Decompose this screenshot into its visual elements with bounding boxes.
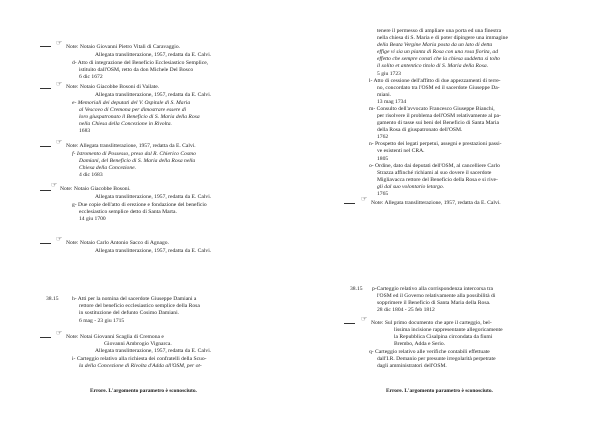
entry-line: Damiani, del Beneficio di S. Maria della Rosa nella — [79, 158, 196, 164]
note-line: Allegata translitterazione, 1957, redatta da E. Calvi. — [95, 348, 212, 354]
note-line: Note: Notaio Carlo Antonio Sacco di Agnago. — [66, 240, 170, 246]
entry-line: tenere il permesso di ampliare una porta ed una finestra — [377, 28, 502, 34]
entry-line: i- Carteggio relativo alla richiesta dei confratelli della Scuo- — [72, 356, 207, 362]
entry-dash — [40, 46, 51, 47]
entry-line: della Rosa di giuspatronato dell'OSM. — [377, 127, 463, 133]
entry-dash — [344, 323, 355, 324]
entry-date: 5 giu 1723 — [377, 71, 401, 77]
entry-line: istituito dall'OSM, retto da don Michele Del Bosco — [79, 67, 194, 73]
note-line: Note: Sul primo documento che apre il carteggio, bel- — [371, 320, 492, 326]
entry-line: sopprimere il Beneficio di Santa Maria della Rosa. — [377, 300, 491, 306]
entry-line: q- Carteggio relativo alle verifiche contabili effettuate — [369, 349, 490, 355]
entry-line: il solito et antentico titolo di S. Maria della Rosa. — [377, 63, 489, 69]
note-line: Brembo, Adda e Serio. — [394, 341, 446, 347]
note-line: Note: Notaio Giacobbe Bosoni. — [60, 186, 131, 192]
entry-line: o- Ordine, dato dai deputati dell'OSM, al cancelliere Carlo — [369, 163, 500, 169]
note-line: Note: Notai Giovanni Scaglia di Cremona e — [66, 334, 164, 340]
note-pointer-icon: ☞ — [56, 235, 63, 243]
note-line: Note: Notaio Giacobbe Bosoni di Vailate. — [66, 84, 160, 90]
note-line: Note: Allegata translitterazione, 1957, redatta da E. Calvi. — [66, 143, 196, 149]
note-line: Allegata translitterazione, 1957, redatta da E. Calvi. — [95, 248, 212, 254]
note-line: Allegata translitterazione, 1957, redatta da E. Calvi. — [95, 52, 212, 58]
shelf-number: 38.15 — [350, 286, 363, 292]
entry-line: loro giuspatronato il Beneficio di S. Maria della Rosa — [79, 114, 200, 120]
entry-line: m- Consulto dell'avvocato Francesco Giuseppe Bianchi, — [369, 106, 495, 112]
entry-line: n- Prospetto dei legati perpetui, assegni e prestazioni passi- — [369, 141, 502, 147]
note-pointer-icon: ☞ — [56, 80, 63, 88]
entry-dash — [40, 88, 51, 89]
entry-dash — [40, 146, 51, 147]
entry-line: dagli amministratori dell'OSM. — [377, 363, 447, 369]
note-line: Note: Allegata translitterazione, 1957, redatta da E. Calvi. — [371, 200, 501, 206]
note-pointer-icon: ☞ — [51, 181, 58, 189]
entry-date: 1805 — [377, 156, 389, 162]
entry-line: gamento di tasse sui beni del Beneficio di Santa Maria — [377, 120, 499, 126]
note-pointer-icon: ☞ — [361, 195, 368, 203]
entry-line: nella Chiesa della Concezione in Rivolta. — [79, 121, 172, 127]
entry-line: Migliavacca rettore del Beneficio della Rosa e si rive- — [377, 177, 498, 183]
note-pointer-icon: ☞ — [56, 138, 63, 146]
shelf-number: 38.15 — [46, 296, 59, 302]
entry-line: h- Atti per la nomina del sacerdote Giuseppe Damiani a — [72, 296, 197, 302]
note-line: Note: Notaio Giovanni Pietro Vitali di Caravaggio. — [66, 44, 181, 50]
entry-line: dall'I.R. Demanio per presunte irregolarità perpetrate — [377, 356, 496, 362]
entry-line: al Vescovo di Cremona per dimostrare essere di — [79, 107, 187, 113]
entry-date: 6 mag - 23 giu 1715 — [79, 318, 125, 324]
entry-line: rettore del beneficio ecclesiastico semplice della Rosa — [79, 303, 200, 309]
entry-line: no, concordato tra l'OSM ed il sacerdote Giuseppe Da- — [377, 85, 500, 91]
entry-date: 6 dic 1672 — [79, 74, 103, 80]
note-line: Allegata translitterazione, 1957, redatta da E. Calvi. — [95, 194, 212, 200]
entry-date: 1765 — [377, 191, 389, 197]
entry-line: per risolvere il problema dell'OSM relativamente al pa- — [377, 113, 501, 119]
entry-line: ecclesiastico semplice detto di Santa Marta. — [79, 209, 177, 215]
entry-line: l- Atto di cessione dell'affitto di due appezzamenti di terre- — [369, 78, 501, 84]
entry-date: 28 dic 1804 - 25 feb 1812 — [377, 307, 435, 313]
note-line: Allegata translitterazione, 1957, redatta da E. Calvi. — [95, 92, 212, 98]
entry-date: 1762 — [377, 134, 389, 140]
entry-line: la della Concezione di Rivolta d'Adda all'OSM, per ot- — [79, 363, 202, 369]
entry-line: l'OSM ed il Governo relativamente alla possibilità di — [377, 293, 496, 299]
entry-line: d- Atto di integrazione del Beneficio Ecclesiastico Semplice, — [72, 60, 209, 66]
right-page — [300, 0, 600, 424]
entry-dash — [40, 190, 51, 191]
note-pointer-icon: ☞ — [56, 39, 63, 47]
note-line: lissima incisione rappresentante allegoricamente — [394, 327, 503, 333]
entry-line: effetto che sempre consti che la chiesa suddetta si tolto — [377, 56, 500, 62]
entry-date: 1683 — [79, 128, 91, 134]
page-footer: Errore. L'argomento parametro è sconosciuto. — [386, 388, 493, 394]
entry-line: Chiesa della Concezione. — [79, 165, 137, 171]
entry-line: p-Carteggio relativo alla corrispondenza intercorsa tra — [372, 286, 493, 292]
entry-line: miani. — [377, 92, 392, 98]
entry-line: gli dal suo volontario letargo. — [377, 184, 445, 190]
entry-line: e- Memoriali dei deputati del V. Ospitale di S. Maria — [72, 100, 191, 106]
entry-line: della Beata Vergine Maria posta da un lato di detta — [377, 42, 493, 48]
entry-line: f- Istromento di Possesso, preso dal R. Chierico Cosmo — [72, 151, 196, 157]
note-pointer-icon: ☞ — [56, 329, 63, 337]
note-pointer-icon: ☞ — [361, 315, 368, 323]
entry-line: effige vi sia un pianta di Rosa con una rosa fiorita, ad — [377, 49, 498, 55]
entry-line: g- Due copie dell'atto di erezione e fondazione del beneficio — [72, 202, 207, 208]
entry-date: 4 dic 1683 — [79, 172, 103, 178]
entry-line: in sostituzione del defunto Cosimo Damiani. — [79, 310, 180, 316]
entry-dash — [40, 243, 51, 244]
note-line: Giovanni Ambrogio Vignarca. — [104, 341, 172, 347]
entry-dash — [40, 337, 51, 338]
entry-line: ve esistenti nel CRA. — [377, 148, 425, 154]
entry-date: 14 giu 1700 — [79, 216, 106, 222]
page-footer: Errore. L'argomento parametro è sconosciuto. — [90, 388, 197, 394]
entry-line: nella chiesa di S. Maria e di poter dipingere una immagine — [377, 35, 508, 41]
entry-date: 13 mag 1734 — [377, 99, 407, 105]
entry-line: Strazza affinché richiami al suo dovere il sacerdote — [377, 170, 492, 176]
note-line: la Repubblica Cisalpina circondata da fiumi — [394, 334, 493, 340]
entry-dash — [344, 203, 355, 204]
